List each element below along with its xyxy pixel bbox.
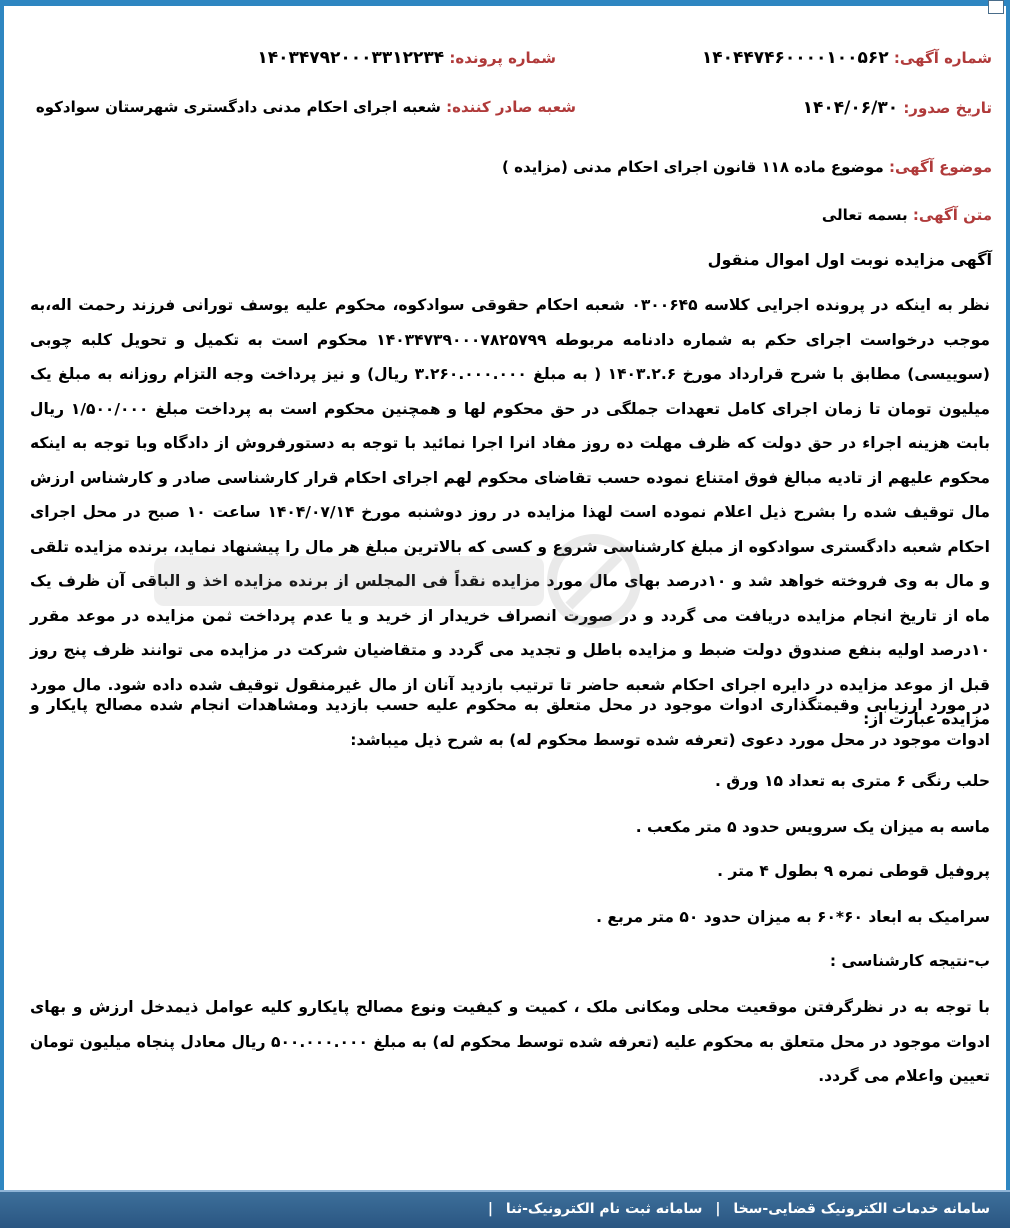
list-item: ماسه به میزان یک سرویس حدود ۵ متر مکعب . — [635, 818, 990, 836]
issue-date-field — [803, 98, 992, 118]
window-right-border — [1006, 0, 1010, 1190]
list-item: پروفیل قوطی نمره ۹ بطول ۴ متر . — [717, 862, 990, 880]
issuing-branch: شعبه اجرای احکام مدنی دادگستری شهرستان سوادکوه — [35, 98, 441, 116]
footer-link-sakha[interactable]: سامانه خدمات الکترونیک قضایی-سخا — [733, 1201, 990, 1217]
issuing-branch-label: شعبه صادر کننده: — [446, 98, 576, 116]
footer-bar — [0, 1190, 1010, 1228]
notice-text-field — [822, 206, 992, 224]
case-number-label: شماره پرونده: — [449, 49, 556, 67]
result-heading: ب-نتیجه کارشناسی : — [829, 952, 990, 970]
notice-subject-label: موضوع آگهی: — [888, 158, 992, 176]
issue-date: ۱۴۰۴/۰۶/۳۰ — [802, 98, 899, 118]
notice-text-label: متن آگهی: — [912, 206, 992, 224]
footer-link-sana[interactable]: سامانه ثبت نام الکترونیک-ثنا — [505, 1201, 703, 1217]
notice-number-label: شماره آگهی: — [893, 49, 992, 67]
assessment-paragraph: در مورد ارزیابی وقیمتگذاری ادوات موجود در محل متعلق به محکوم علیه حسب بازدید ومشاهدات انجام شده مصالح پایکار و ادوات موجود در محل مورد دعوی (تعرفه شده توسط محکوم له) به شرح ذیل میباشد: — [30, 696, 990, 749]
case-number-field — [257, 48, 556, 68]
notice-number-field — [702, 48, 992, 68]
notice-subject: موضوع ماده ۱۱۸ قانون اجرای احکام مدنی (مزایده ) — [502, 158, 884, 176]
issuing-branch-field — [36, 98, 576, 116]
notice-subject-field — [502, 158, 992, 176]
list-item: سرامیک به ابعاد ۶۰*۶۰ به میزان حدود ۵۰ متر مربع . — [596, 908, 990, 926]
result-paragraph: با توجه به در نظرگرفتن موقعیت محلی ومکانی ملک ، کمیت و کیفیت ونوع مصالح پایکارو کلیه عوامل ذیمدخل ارزش و بهای ادوات موجود در محل متعلق به محکوم علیه (تعرفه شده توسط محکوم له) به مبلغ ۵۰۰.۰۰۰.۰۰۰ ریال معادل پنجاه میلیون تومان تعیین واعلام می گردد. — [30, 998, 991, 1085]
list-item: حلب رنگی ۶ متری به تعداد ۱۵ ورق . — [714, 772, 990, 790]
footer-separator: | — [487, 1201, 493, 1217]
notice-number: ۱۴۰۴۴۷۴۶۰۰۰۰۱۰۰۵۶۲ — [701, 48, 889, 68]
notice-page — [4, 6, 1006, 1190]
issue-date-label: تاریخ صدور: — [903, 99, 992, 117]
case-number: ۱۴۰۳۴۷۹۲۰۰۰۳۳۱۲۲۳۴ — [257, 48, 445, 68]
main-paragraph: نظر به اینکه در پرونده اجرایی کلاسه ۰۳۰۰۶۴۵ شعبه احکام حقوقی سوادکوه، محکوم علیه یوسف تورانی فرزند رحمت اله،به موجب درخواست اجرای حکم به شماره دادنامه مربوطه ۱۴۰۳۴۷۳۹۰۰۰۷۸۲۵۷۹۹ محکوم است به تکمیل و تحویل کلبه چوبی (سوییسی) مطابق با شرح قرارداد مورخ ۱۴۰۳.۲.۶ ( به مبلغ ۳.۲۶۰.۰۰۰.۰۰۰ ریال) و نیز پرداخت وجه التزام روزانه به مبلغ یک میلیون تومان تا زمان اجرای کامل تعهدات جملگی در حق محکوم لها و همچنین محکوم است به پرداخت مبلغ ۱/۵۰۰/۰۰۰ ریال بابت هزینه اجراء در حق دولت که ظرف مهلت ده روز مفاد انرا اجرا نمائید با توجه به دستورفروش از دادگاه وبا توجه به اینکه محکوم علیهم از تادیه مبالغ فوق امتناع نموده حسب تقاضای محکوم لهم اجرای احکام قرار کارشناسی صادر و کارشناس ارزش مال توقیف شده را بشرح ذیل اعلام نموده است لهذا مزایده در روز دوشنبه مورخ ۱۴۰۴/۰۷/۱۴ ساعت ۱۰ صبح در محل اجرای احکام شعبه دادگستری سوادکوه از مبلغ کارشناسی شروع و کسی که بالاترین مبلغ هر مال را پیشنهاد نماید، برنده مزایده تلقی و مال به وی فروخته خواهد شد و ۱۰درصد بهای مال مورد مزایده نقداً فی المجلس از برنده مزایده اخذ و الباقی آن ظرف یک ماه از تاریخ انجام مزایده دریافت می گردد و در صورت انصراف خریدار از خرید و یا عدم پرداخت ثمن مزایده در موعد مقرر ۱۰درصد اولیه بنفع صندوق دولت ضبط و مزایده باطل و تجدید می گردد و متقاضیان شرکت در مزایده می توانند ظرف پنج روز قبل از موعد مزایده در دایره اجرای احکام شعبه حاضر تا ترتیب بازدید آنان از مال غیرمنقول توقیف شده داده شود. مال مورد مزایده عبارت از: — [30, 296, 991, 728]
notice-opening: بسمه تعالی — [821, 206, 908, 224]
auction-title: آگهی مزایده نوبت اول اموال منقول — [707, 250, 992, 269]
footer-separator: | — [715, 1201, 721, 1217]
